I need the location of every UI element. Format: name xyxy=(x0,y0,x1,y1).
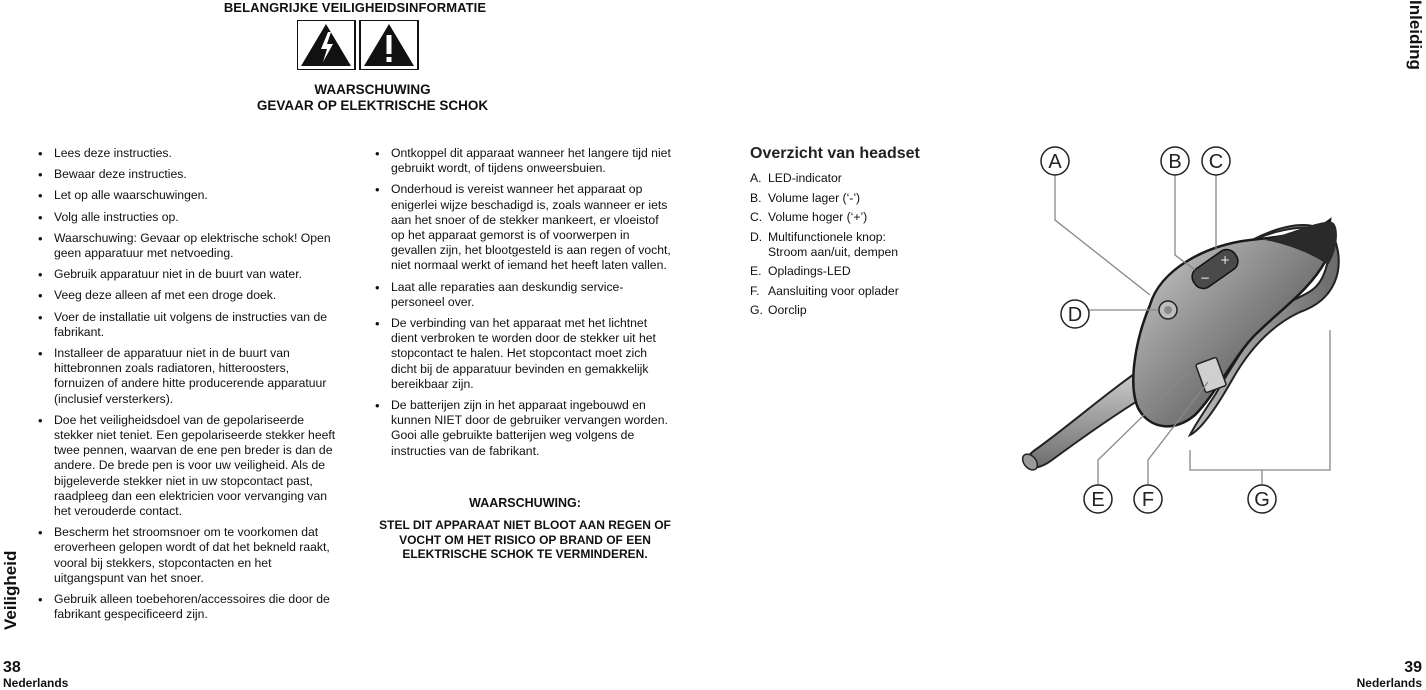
callout-line-a xyxy=(1055,174,1150,295)
list-item: • De batterijen zijn in het apparaat ingebouwd en kunnen NIET door de gebruiker vervangen worden. Gooi alle gebruikte batterijen weg volgens de instructies van de fabrikant. xyxy=(375,398,675,459)
callout-letter: E xyxy=(1091,489,1105,511)
callout-letter: D xyxy=(1067,304,1083,326)
callout-c xyxy=(1202,147,1230,175)
list-item: • Lees deze instructies. xyxy=(38,146,338,161)
svg-text:−: − xyxy=(1200,271,1211,285)
part-label: Volume hoger (‘+’) xyxy=(768,210,868,224)
parts-list xyxy=(750,171,980,323)
callout-line-g xyxy=(1190,450,1262,485)
callout-letter: G xyxy=(1254,489,1270,511)
list-item: • De verbinding van het apparaat met het lichtnet dient verbroken te worden door de stekker uit het stopcontact te halen. Het stopcontact moet zich dicht bij de apparatuur bevinden en gemakkelijk bereikbaar zijn. xyxy=(375,316,675,392)
safety-list-middle xyxy=(375,146,675,465)
list-item: • Gebruik apparatuur niet in de buurt van water. xyxy=(38,267,338,282)
warning-icons xyxy=(297,20,419,70)
part-letter: G. xyxy=(750,303,763,317)
list-item: • Voer de installatie uit volgens de instructies van de fabrikant. xyxy=(38,310,338,340)
part-label: LED-indicator xyxy=(768,171,842,185)
callout-letter: B xyxy=(1168,151,1182,173)
electric-shock-warning xyxy=(200,82,545,114)
part-label-2: Stroom aan/uit, dempen xyxy=(768,244,899,259)
list-item: • Veeg deze alleen af met een droge doek. xyxy=(38,288,338,303)
page-number-left: 38 xyxy=(3,659,21,676)
callout-f xyxy=(1134,485,1162,513)
list-item: • Volg alle instructies op. xyxy=(38,210,338,225)
rain-warning-body: STEL DIT APPARAAT NIET BLOOT AAN REGEN OF VOCHT OM HET RISICO OP BRAND OF EEN ELEKTRISCHE SCHOK TE VERMINDEREN. xyxy=(379,518,671,561)
svg-text:+: + xyxy=(1220,253,1231,267)
side-tab-safety: Veiligheid xyxy=(1,550,20,630)
part-item-c xyxy=(750,210,980,225)
list-item: • Bescherm het stroomsnoer om te voorkomen dat eroverheen gelopen wordt of dat het bekneld raakt, vooral bij stekkers, stopcontacten en het uitgangspunt van het snoer. xyxy=(38,525,338,586)
list-item: • Gebruik alleen toebehoren/accessoires die door de fabrikant gespecificeerd zijn. xyxy=(38,592,338,622)
part-item-d xyxy=(750,230,980,260)
warning-line-1: WAARSCHUWING xyxy=(314,82,431,97)
rain-warning-title: WAARSCHUWING: xyxy=(469,496,581,510)
part-item-e xyxy=(750,264,980,279)
callout-g xyxy=(1248,485,1276,513)
part-item-a xyxy=(750,171,980,186)
part-item-f xyxy=(750,284,980,299)
list-item: • Bewaar deze instructies. xyxy=(38,167,338,182)
callout-b xyxy=(1161,147,1189,175)
part-letter: C. xyxy=(750,210,763,224)
list-item: • Ontkoppel dit apparaat wanneer het langere tijd niet gebruikt wordt, of tijdens onweersbuien. xyxy=(375,146,675,176)
list-item: • Let op alle waarschuwingen. xyxy=(38,188,338,203)
part-label: Oorclip xyxy=(768,303,807,317)
page-number-right: 39 xyxy=(1404,659,1422,676)
part-letter: F. xyxy=(750,283,760,298)
part-item-b xyxy=(750,191,980,206)
list-item: • Laat alle reparaties aan deskundig service-personeel over. xyxy=(375,280,675,310)
exclamation-warning-icon xyxy=(360,20,418,70)
part-label: Multifunctionele knop: xyxy=(768,229,886,244)
callout-letter: C xyxy=(1208,151,1224,173)
headset-illustration xyxy=(1010,140,1426,520)
callout-line-b xyxy=(1175,174,1195,270)
part-item-g xyxy=(750,303,980,318)
lightning-warning-icon xyxy=(297,20,355,70)
callout-line-g2 xyxy=(1262,330,1330,470)
part-letter: A. xyxy=(750,171,762,185)
warning-line-2: GEVAAR OP ELEKTRISCHE SCHOK xyxy=(256,98,489,113)
callout-d xyxy=(1061,300,1089,328)
part-letter: B. xyxy=(750,190,762,205)
list-item: • Waarschuwing: Gevaar op elektrische schok! Open geen apparatuur met netvoeding. xyxy=(38,231,338,261)
callout-letter: F xyxy=(1141,489,1155,511)
callout-a xyxy=(1041,147,1069,175)
page-title: BELANGRIJKE VEILIGHEIDSINFORMATIE xyxy=(223,0,487,15)
list-item: • Doe het veiligheidsdoel van de gepolariseerde stekker niet teniet. Een gepolariseerde stekker heeft twee pennen, waarvan de ene pen breder is dan de andere. De brede pen is voor uw veiligheid. Als de bijgeleverde stekker niet in uw stopcontact past, raadpleeg dan een elektricien voor vervanging van het verouderde contact. xyxy=(38,413,338,519)
callout-letter: A xyxy=(1048,151,1062,173)
list-item: • Installeer de apparatuur niet in de buurt van hittebronnen zoals radiatoren, hitteroosters, fornuizen of andere hitte producerende apparatuur (inclusief versterkers). xyxy=(38,346,338,407)
page-language-right: Nederlands xyxy=(1356,676,1422,690)
part-letter: E. xyxy=(750,264,762,278)
part-letter: D. xyxy=(750,229,763,244)
side-tab-intro: Inleiding xyxy=(1406,0,1425,70)
part-label: Opladings-LED xyxy=(768,264,851,278)
safety-list-left xyxy=(38,146,338,628)
overview-title: Overzicht van headset xyxy=(750,145,920,162)
callout-e xyxy=(1084,485,1112,513)
list-item: • Onderhoud is vereist wanneer het apparaat op enigerlei wijze beschadigd is, zoals wanneer er iets aan het snoer of de stekker mankeert, er vloeistof op het apparaat gemorst is of voorwerpen in gevallen zijn, het blootgesteld is aan regen of vocht, niet normaal werkt of iemand het heeft laten vallen. xyxy=(375,182,675,273)
page-language-left: Nederlands xyxy=(3,676,69,690)
part-label: Aansluiting voor oplader xyxy=(768,283,899,298)
part-label: Volume lager (‘-’) xyxy=(768,190,861,205)
